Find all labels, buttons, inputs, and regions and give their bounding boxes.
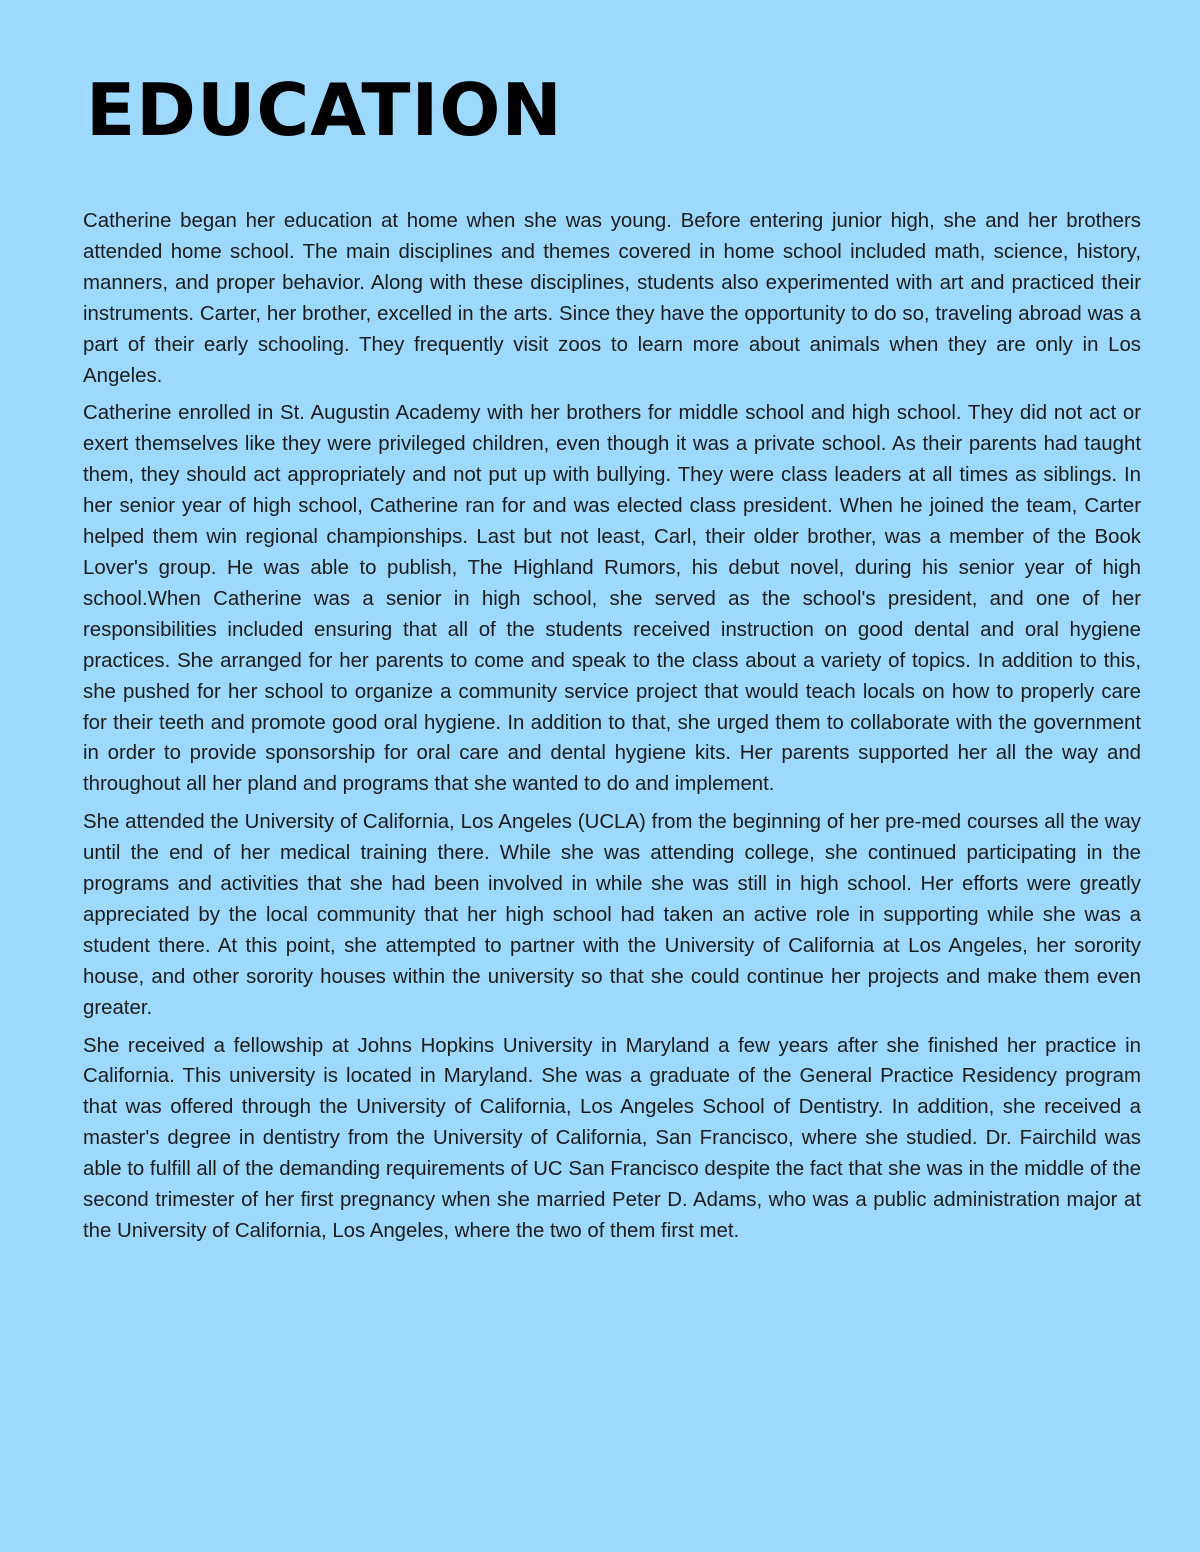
page-title: EDUCATION [86, 68, 563, 152]
education-body [83, 206, 1141, 1254]
paragraph-st-augustin-academy: Catherine enrolled in St. Augustin Academy with her brothers for middle school and high school. They did not act or exert themselves like they were privileged children, even though it was a private school. As their parents had taught them, they should act appropriately and not put up with bullying. They were class leaders at all times as siblings. In her senior year of high school, Catherine ran for and was elected class president. When he joined the team, Carter helped them win regional championships. Last but not least, Carl, their older brother, was a member of the Book Lover's group. He was able to publish, The Highland Rumors, his debut novel, during his senior year of high school.When Catherine was a senior in high school, she served as the school's president, and one of her responsibilities included ensuring that all of the students received instruction on good dental and oral hygiene practices. She arranged for her parents to come and speak to the class about a variety of topics. In addition to this, she pushed for her school to organize a community service project that would teach locals on how to properly care for their teeth and promote good oral hygiene. In addition to that, she urged them to collaborate with the government in order to provide sponsorship for oral care and dental hygiene kits. Her parents supported her all the way and throughout all her pland and programs that she wanted to do and implement. [83, 402, 1141, 796]
paragraph-ucla: She attended the University of California, Los Angeles (UCLA) from the beginning of her pre-med courses all the way until the end of her medical training there. While she was attending college, she continued participating in the programs and activities that she had been involved in while she was still in high school. Her efforts were greatly appreciated by the local community that her high school had taken an active role in supporting while she was a student there. At this point, she attempted to partner with the University of California at Los Angeles, her sorority house, and other sorority houses within the university so that she could continue her projects and make them even greater. [83, 811, 1141, 1019]
paragraph-home-school: Catherine began her education at home when she was young. Before entering junior high, she and her brothers attended home school. The main disciplines and themes covered in home school included math, science, history, manners, and proper behavior. Along with these disciplines, students also experimented with art and practiced their instruments. Carter, her brother, excelled in the arts. Since they have the opportunity to do so, traveling abroad was a part of their early schooling. They frequently visit zoos to learn more about animals when they are only in Los Angeles. [83, 210, 1141, 387]
paragraph-johns-hopkins-fellowship: She received a fellowship at Johns Hopkins University in Maryland a few years after she finished her practice in California. This university is located in Maryland. She was a graduate of the General Practice Residency program that was offered through the University of California, Los Angeles School of Dentistry. In addition, she received a master's degree in dentistry from the University of California, San Francisco, where she studied. Dr. Fairchild was able to fulfill all of the demanding requirements of UC San Francisco despite the fact that she was in the middle of the second trimester of her first pregnancy when she married Peter D. Adams, who was a public administration major at the University of California, Los Angeles, where the two of them first met. [83, 1034, 1141, 1242]
